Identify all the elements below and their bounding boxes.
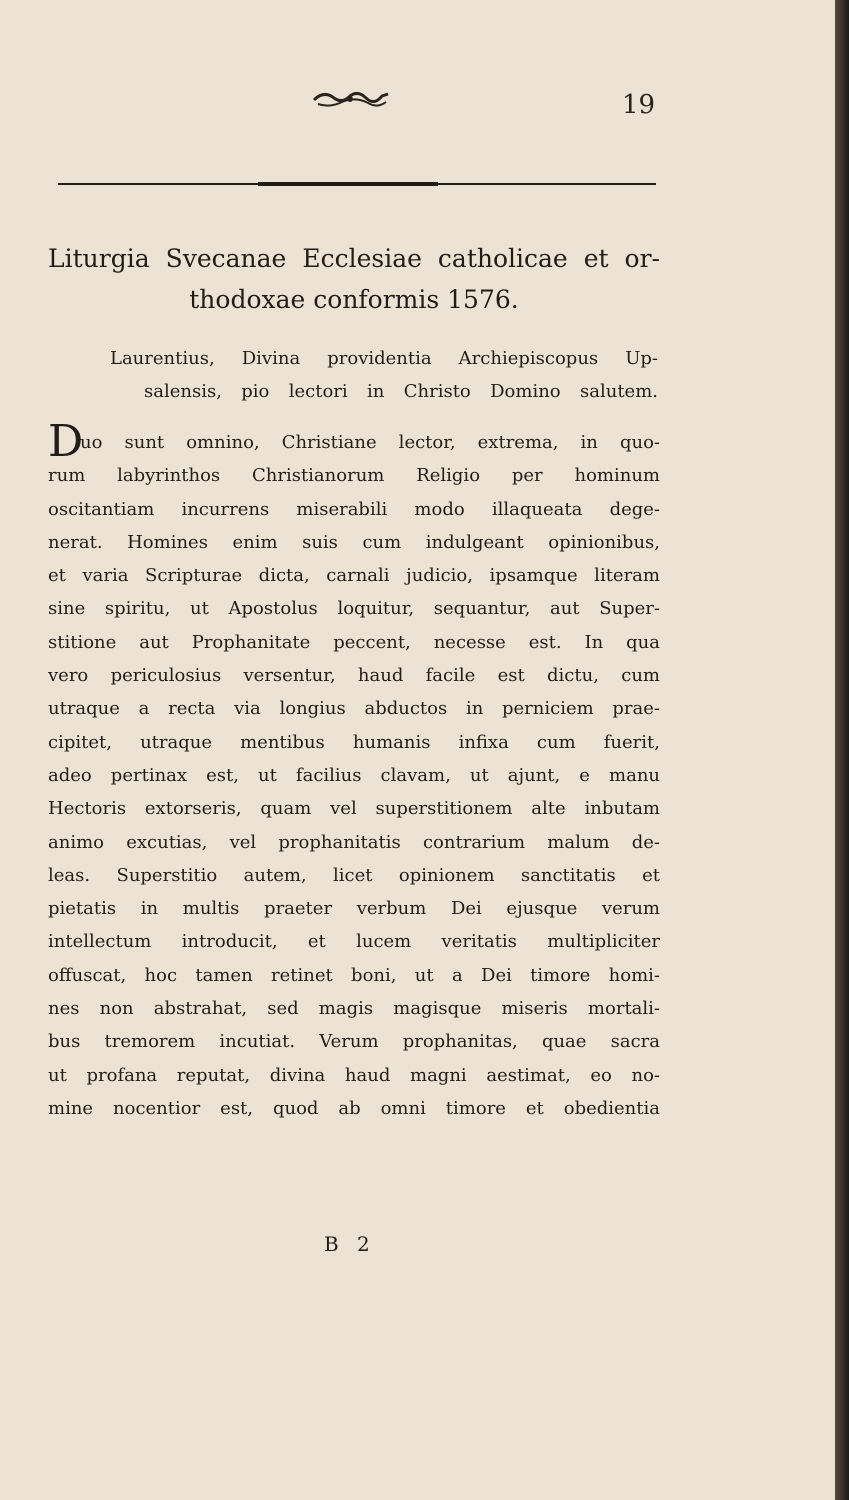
salutation — [110, 342, 658, 408]
body-line: rum labyrinthos Christianorum Religio per hominum — [48, 465, 660, 487]
body-line: animo excutias, vel prophanitatis contrarium malum de- — [48, 831, 660, 853]
page-number: 19 — [622, 90, 656, 120]
body-line: et varia Scripturae dicta, carnali judicio, ipsamque literam — [48, 565, 660, 587]
body-line: intellectum introducit, et lucem veritatis multipliciter — [48, 931, 660, 953]
body-line: adeo pertinax est, ut facilius clavam, ut ajunt, e manu — [48, 764, 660, 786]
body-line: mine nocentior est, quod ab omni timore et obedientia — [48, 1097, 660, 1119]
body-line: uo sunt omnino, Christiane lector, extrema, in quo- — [80, 432, 660, 453]
body-line: oscitantiam incurrens miserabili modo illaqueata dege- — [48, 498, 660, 520]
body-line: Hectoris extorseris, quam vel superstitionem alte inbutam — [48, 798, 660, 820]
body-line: vero periculosius versentur, haud facile est dictu, cum — [48, 665, 660, 687]
body-line: offuscat, hoc tamen retinet boni, ut a Dei timore homi- — [48, 964, 660, 986]
document-title — [48, 238, 660, 320]
body-line: bus tremorem incutiat. Verum prophanitas, quae sacra — [48, 1031, 660, 1053]
body-line: pietatis in multis praeter verbum Dei ejusque verum — [48, 898, 660, 920]
signature-mark: B 2 — [324, 1232, 376, 1256]
title-line-2: thodoxae conformis 1576. — [189, 285, 519, 314]
body-paragraph — [48, 426, 660, 1125]
title-line-1: Liturgia Svecanae Ecclesiae catholicae et or- — [48, 244, 660, 273]
body-line: leas. Superstitio autem, licet opinionem sanctitatis et — [48, 864, 660, 886]
decorative-flourish-icon — [312, 88, 390, 110]
drop-cap: D — [48, 416, 84, 467]
body-line: utraque a recta via longius abductos in perniciem prae- — [48, 698, 660, 720]
body-line: sine spiritu, ut Apostolus loquitur, sequantur, aut Super- — [48, 598, 660, 620]
salutation-line-2: salensis, pio lectori in Christo Domino salutem. — [144, 381, 658, 402]
body-line: cipitet, utraque mentibus humanis infixa cum fuerit, — [48, 731, 660, 753]
body-line: nes non abstrahat, sed magis magisque miseris mortali- — [48, 998, 660, 1020]
header-rule — [58, 181, 656, 187]
page-edge — [835, 0, 849, 1500]
body-line: ut profana reputat, divina haud magni aestimat, eo no- — [48, 1064, 660, 1086]
body-line: nerat. Homines enim suis cum indulgeant opinionibus, — [48, 531, 660, 553]
body-line: stitione aut Prophanitate peccent, necesse est. In qua — [48, 631, 660, 653]
salutation-line-1: Laurentius, Divina providentia Archiepiscopus Up- — [110, 348, 658, 369]
